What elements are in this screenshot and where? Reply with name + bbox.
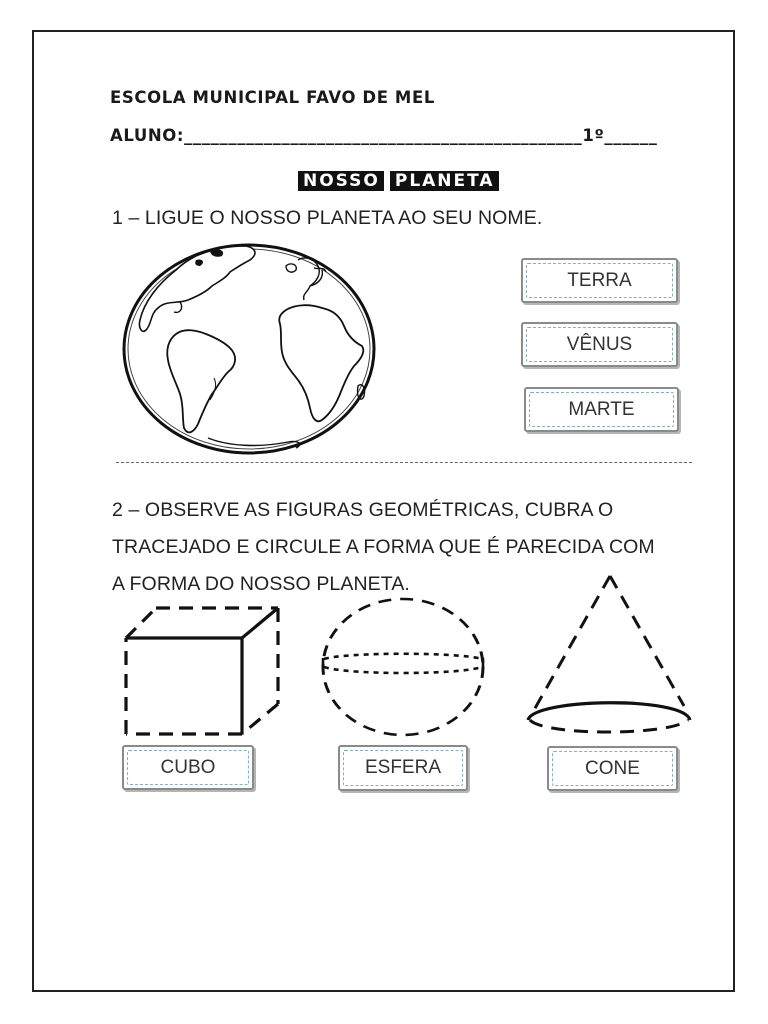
option-terra-label: TERRA — [567, 269, 632, 291]
option-marte-label: MARTE — [568, 398, 635, 420]
title-word-nosso: NOSSO — [298, 171, 384, 191]
student-name-line: ALUNO:_____________________________________________1º______ — [110, 126, 658, 145]
shape-esfera-button[interactable] — [338, 745, 468, 791]
option-terra-button[interactable] — [521, 258, 678, 303]
dashed-cube-icon[interactable] — [118, 600, 288, 740]
dashed-sphere-icon[interactable] — [318, 596, 488, 738]
title-word-planeta: PLANETA — [390, 171, 499, 191]
earth-globe-icon — [118, 238, 380, 456]
question-2-line-3: A FORMA DO NOSSO PLANETA. — [112, 573, 410, 595]
shape-cone-label: CONE — [585, 757, 640, 779]
option-venus-button[interactable] — [521, 322, 678, 367]
question-2-line-1: 2 – OBSERVE AS FIGURAS GEOMÉTRICAS, CUBRA O — [112, 499, 614, 521]
dashed-cone-icon[interactable] — [524, 570, 694, 742]
question-1-text: 1 – LIGUE O NOSSO PLANETA AO SEU NOME. — [112, 207, 543, 229]
option-marte-button[interactable] — [524, 387, 679, 432]
shape-cubo-label: CUBO — [160, 756, 216, 778]
worksheet-title — [298, 171, 499, 191]
question-2-line-2: TRACEJADO E CIRCULE A FORMA QUE É PARECIDA COM — [112, 536, 655, 558]
section-divider — [116, 462, 692, 463]
shape-cubo-button[interactable] — [122, 745, 254, 790]
option-venus-label: VÊNUS — [566, 333, 633, 355]
school-name: ESCOLA MUNICIPAL FAVO DE MEL — [110, 88, 435, 107]
shape-esfera-label: ESFERA — [364, 757, 442, 778]
shape-cone-button[interactable] — [547, 746, 678, 791]
